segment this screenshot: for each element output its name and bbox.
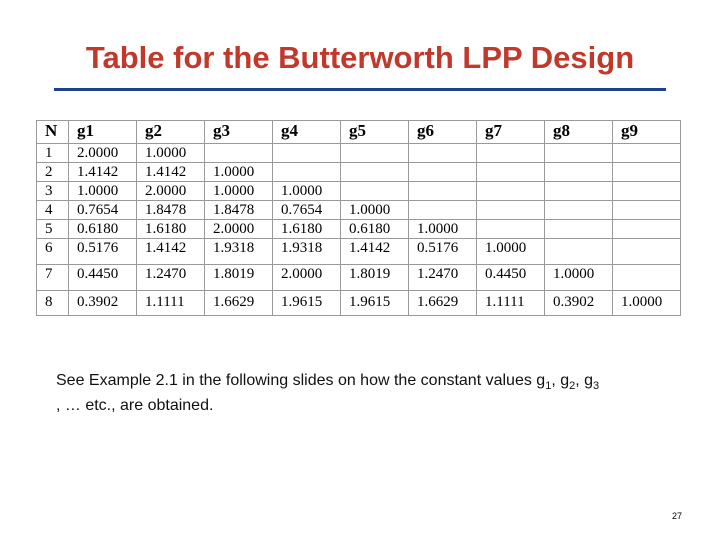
coefficient-cell <box>477 144 545 163</box>
table-row <box>37 291 681 316</box>
coefficient-cell <box>613 220 681 239</box>
header-cell: g3 <box>205 121 273 144</box>
coefficient-cell: 0.4450 <box>477 265 545 291</box>
coefficient-cell <box>409 163 477 182</box>
coefficient-cell <box>613 144 681 163</box>
coefficient-cell: 1.0000 <box>273 182 341 201</box>
coefficient-cell: 1.9318 <box>205 239 273 265</box>
coefficient-cell <box>341 144 409 163</box>
coefficient-cell: 1.4142 <box>341 239 409 265</box>
coefficient-cell <box>545 201 613 220</box>
coefficient-cell: 2.0000 <box>273 265 341 291</box>
coefficient-cell: 0.5176 <box>409 239 477 265</box>
coefficient-cell <box>205 144 273 163</box>
note-subscript: 2 <box>569 380 576 393</box>
coefficient-cell: 1.6629 <box>409 291 477 316</box>
coefficient-cell <box>477 163 545 182</box>
coefficient-cell: 1.2470 <box>137 265 205 291</box>
coefficient-cell: 1.9318 <box>273 239 341 265</box>
note-text: See Example 2.1 in the following slides on how the constant values g <box>56 372 546 389</box>
header-cell: g8 <box>545 121 613 144</box>
coefficient-cell <box>477 182 545 201</box>
coefficient-cell: 0.4450 <box>69 265 137 291</box>
coefficient-cell: 1.9615 <box>273 291 341 316</box>
coefficient-cell <box>613 201 681 220</box>
coefficient-cell <box>409 201 477 220</box>
coefficient-cell: 0.6180 <box>69 220 137 239</box>
coefficient-cell <box>613 163 681 182</box>
coefficient-cell: 1.0000 <box>409 220 477 239</box>
coefficient-cell: 2.0000 <box>205 220 273 239</box>
order-cell: 5 <box>37 220 69 239</box>
coefficient-cell <box>545 163 613 182</box>
note-text: , g <box>551 372 570 389</box>
note-text: , g <box>575 372 594 389</box>
coefficient-cell: 1.4142 <box>137 163 205 182</box>
order-cell: 2 <box>37 163 69 182</box>
coefficient-cell <box>409 144 477 163</box>
page-number: 27 <box>671 511 682 521</box>
coefficient-cell: 0.3902 <box>69 291 137 316</box>
coefficient-cell <box>409 182 477 201</box>
coefficient-cell <box>273 144 341 163</box>
order-cell: 8 <box>37 291 69 316</box>
header-cell: g4 <box>273 121 341 144</box>
order-cell: 3 <box>37 182 69 201</box>
coefficient-table-container <box>36 120 680 316</box>
coefficient-cell <box>341 163 409 182</box>
header-cell: g6 <box>409 121 477 144</box>
header-cell: g1 <box>69 121 137 144</box>
coefficient-cell: 1.0000 <box>477 239 545 265</box>
coefficient-cell: 2.0000 <box>137 182 205 201</box>
coefficient-cell: 1.6180 <box>137 220 205 239</box>
note-subscript: 3 <box>593 380 600 393</box>
coefficient-cell: 1.8019 <box>205 265 273 291</box>
coefficient-cell: 0.7654 <box>69 201 137 220</box>
coefficient-cell: 1.4142 <box>69 163 137 182</box>
order-cell: 6 <box>37 239 69 265</box>
coefficient-cell: 1.0000 <box>341 201 409 220</box>
coefficient-cell <box>545 144 613 163</box>
coefficient-cell <box>273 163 341 182</box>
title-underline <box>54 88 666 91</box>
table-row <box>37 201 681 220</box>
header-cell: N <box>37 121 69 144</box>
coefficient-cell: 1.8019 <box>341 265 409 291</box>
note-text: , … etc., are obtained. <box>56 397 214 415</box>
header-cell: g9 <box>613 121 681 144</box>
coefficient-cell: 1.0000 <box>69 182 137 201</box>
coefficient-cell <box>613 182 681 201</box>
coefficient-cell: 1.0000 <box>137 144 205 163</box>
slide-title: Table for the Butterworth LPP Design <box>85 40 635 75</box>
table-row <box>37 220 681 239</box>
coefficient-cell <box>477 220 545 239</box>
coefficient-cell <box>545 182 613 201</box>
coefficient-cell: 1.8478 <box>205 201 273 220</box>
order-cell: 4 <box>37 201 69 220</box>
coefficient-cell: 1.0000 <box>613 291 681 316</box>
example-note <box>56 371 696 416</box>
order-cell: 1 <box>37 144 69 163</box>
butterworth-coefficient-table <box>36 120 681 316</box>
coefficient-cell: 1.0000 <box>205 163 273 182</box>
coefficient-cell: 1.8478 <box>137 201 205 220</box>
coefficient-cell: 0.3902 <box>545 291 613 316</box>
coefficient-cell <box>613 265 681 291</box>
table-row <box>37 163 681 182</box>
table-row <box>37 239 681 265</box>
header-cell: g7 <box>477 121 545 144</box>
coefficient-cell: 0.7654 <box>273 201 341 220</box>
table-row <box>37 144 681 163</box>
coefficient-cell: 1.6629 <box>205 291 273 316</box>
coefficient-cell: 1.0000 <box>205 182 273 201</box>
coefficient-cell <box>545 220 613 239</box>
table-row <box>37 182 681 201</box>
header-cell: g5 <box>341 121 409 144</box>
table-header-row <box>37 121 681 144</box>
coefficient-cell <box>477 201 545 220</box>
coefficient-cell: 0.6180 <box>341 220 409 239</box>
table-row <box>37 265 681 291</box>
coefficient-cell: 1.1111 <box>137 291 205 316</box>
coefficient-cell: 1.0000 <box>545 265 613 291</box>
coefficient-cell: 1.6180 <box>273 220 341 239</box>
coefficient-cell: 2.0000 <box>69 144 137 163</box>
note-subscript: 1 <box>545 380 552 393</box>
coefficient-cell: 1.2470 <box>409 265 477 291</box>
coefficient-cell <box>613 239 681 265</box>
coefficient-cell: 1.9615 <box>341 291 409 316</box>
coefficient-cell: 1.1111 <box>477 291 545 316</box>
order-cell: 7 <box>37 265 69 291</box>
coefficient-cell <box>341 182 409 201</box>
coefficient-cell: 1.4142 <box>137 239 205 265</box>
coefficient-cell <box>545 239 613 265</box>
header-cell: g2 <box>137 121 205 144</box>
coefficient-cell: 0.5176 <box>69 239 137 265</box>
